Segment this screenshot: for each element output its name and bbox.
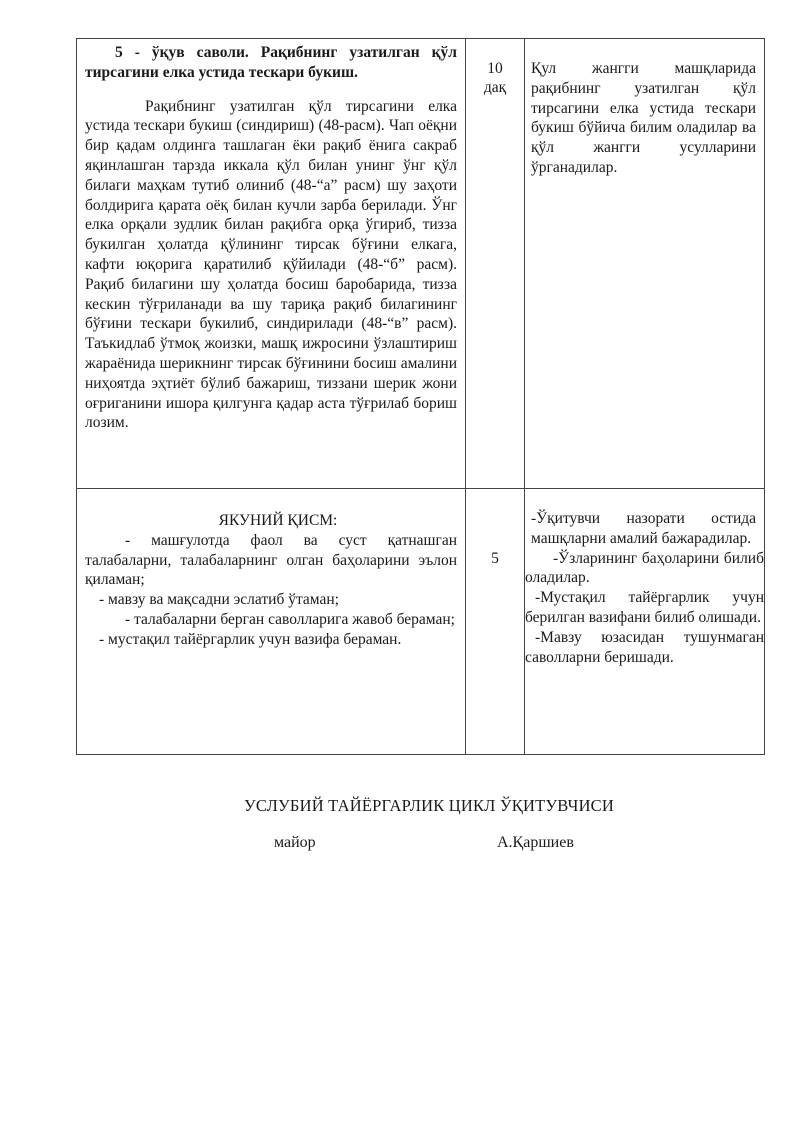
question-body: Рақибнинг узатилган қўл тирсагини елка устида тескари букиш (синдириш) (48-расм). Чап оёқни бир қадам олдинга ташлаган ёки рақиб ёнига сакраб яқинлашган тарзда иккала қўл билан унинг ўнг қўл билаги маҳкам тутиб олиниб (48-“а” расм) шу заҳоти болдирига қарата оёқ билан кучли зарба берилади. Ўнг елка орқали зудлик билан рақибга орқа ўгириб, тизза букилган ҳолатда қўлининг тирсак бўғини елкага, кафти юқорига қаратилиб қўйилади (48-“б” расм). Рақиб билагини шу ҳолатда босиш баробарида, тизза кескин тўғриланади ва шу тариқа рақиб билагининг бўғини тескари букилиб, синдирилади (48-“в” расм). Таъкидлаб ўтмоқ жоизки, машқ ижросини ўзлаштириш жараёнида шерикнинг тирсак бўғинини босиш амалини ниҳоятда эҳтиёт бўлиб бажариш, тиззани шерик жони оғриганини ишора қилгунга қадар аста тўғрилаб бориш лозим. (85, 97, 457, 432)
final-content-cell (77, 489, 466, 755)
signature-name: А.Қаршиев (497, 834, 574, 851)
final-duration-cell (466, 489, 525, 755)
final-outcome-cell (525, 489, 765, 755)
signature-rank: майор (274, 834, 316, 851)
final-item: - мавзу ва мақсадни эслатиб ўтаман; (99, 591, 339, 609)
final-outcome-item: -Мустақил тайёргарлик учун берилган вазифани билиб олишади. (525, 589, 764, 626)
final-item: - талабаларни берган саволларига жавоб бераман; (125, 610, 455, 628)
question-outcome-cell (525, 39, 765, 489)
question-title: 5 - ўқув саволи. Рақибнинг узатилган қўл тирсагини елка устида тескари букиш. (85, 44, 457, 81)
final-duration: 5 (491, 550, 499, 567)
signature-title: УСЛУБИЙ ТАЙЁРГАРЛИК ЦИКЛ ЎҚИТУВЧИСИ (243, 796, 615, 815)
duration-unit: дақ (483, 79, 507, 96)
lesson-plan-table (76, 38, 765, 755)
question-duration-cell (466, 39, 525, 489)
final-outcome-item: -Ўқитувчи назорати остида машқларни амалий бажарадилар. (531, 510, 756, 547)
final-part-title: ЯКУНИЙ ҚИСМ: (218, 512, 338, 529)
final-outcome-item: -Ўзларининг баҳоларини билиб оладилар. (525, 549, 764, 587)
table-row-final-part (77, 489, 765, 755)
final-item: - машғулотда фаол ва суст қатнашган талабаларни, талабаларнинг олган баҳоларини эълон қиламан; (85, 531, 457, 589)
final-item: - мустақил тайёргарлик учун вазифа бераман. (99, 630, 402, 648)
table-row-question-5 (77, 39, 765, 489)
question-outcome: Қул жангги машқларида рақибнинг узатилган қўл тирсагини елка устида тескари букиш бўйича билим оладилар ва қўл жангги усулларини ўрганадилар. (531, 60, 756, 176)
final-outcome-item: -Мавзу юзасидан тушунмаган саволларни беришади. (525, 628, 764, 666)
question-content-cell (77, 39, 466, 489)
duration-value: 10 (487, 60, 503, 77)
